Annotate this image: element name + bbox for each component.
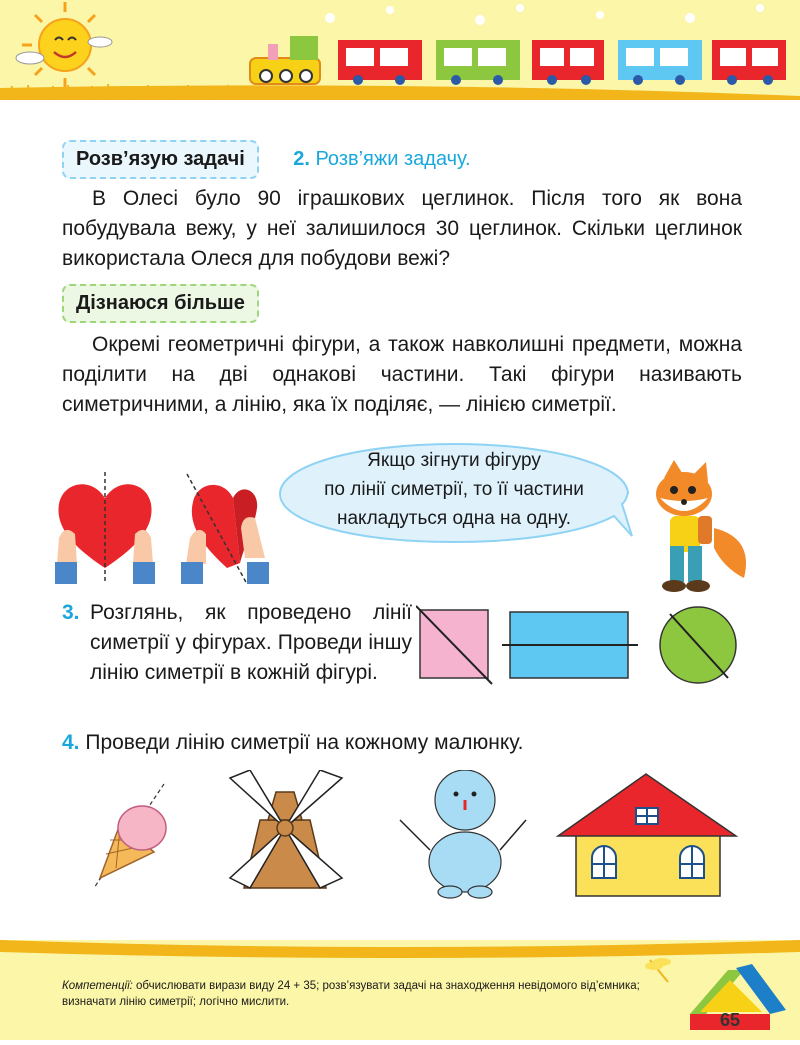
task3-text: Розглянь, як проведено лінії симетрії у фігурах. Проведи іншу лінію симетрії в кожній фігурі. — [90, 601, 412, 684]
task-hint — [293, 148, 470, 170]
learn-more-section — [62, 284, 742, 323]
task3-number: 3. — [62, 601, 80, 624]
task4-number: 4. — [62, 731, 80, 754]
bubble-line-3: накладуться одна на одну. — [336, 508, 571, 529]
square-shape[interactable] — [416, 606, 492, 684]
train-icon — [250, 36, 786, 85]
fox-mascot-icon — [634, 458, 754, 598]
sun-icon — [16, 2, 112, 88]
ice-cream-icon[interactable] — [94, 784, 166, 888]
header-band — [0, 0, 800, 100]
learn-more-tag: Дізнаюся більше — [62, 284, 259, 323]
page-number: 65 — [719, 1010, 741, 1030]
task4-pictures — [80, 770, 740, 900]
snowman-icon[interactable] — [400, 770, 526, 898]
header-decoration — [0, 0, 800, 100]
bubble-line-1: Якщо зігнути фігуру — [367, 450, 541, 471]
section-tag: Розв’язую задачі — [62, 140, 259, 179]
circle-shape[interactable] — [660, 607, 736, 683]
folded-heart-icon — [181, 474, 269, 584]
rectangle-shape[interactable] — [502, 612, 638, 678]
task-number: 2. — [293, 148, 310, 170]
problem-block — [62, 184, 742, 274]
cloud-dots — [325, 4, 764, 25]
windmill-icon[interactable] — [230, 770, 342, 888]
problem-text: В Олесі було 90 іграшкових цеглинок. Після того як вона побудувала вежу, у неї залишилося 30 цеглинок. Скільки цеглинок використала Олеся для побудови вежі? — [62, 187, 742, 270]
learn-more-block — [62, 330, 742, 420]
bubble-line-2: по лінії симетрії, то її частини — [324, 479, 584, 500]
footer-text: обчислювати вирази виду 24 + 35; розв’язувати задачі на знаходження невідомого від’ємника; визначати лінію симетрії; логічно мислити. — [62, 980, 640, 1008]
task3-shapes — [416, 604, 746, 690]
speech-bubble — [274, 440, 634, 548]
task3-block — [62, 598, 412, 688]
footer-competencies — [62, 978, 652, 1010]
task4-text: Проведи лінію симетрії на кожному малюнку. — [85, 731, 524, 754]
task4-block — [62, 728, 742, 758]
hearts-illustration — [55, 468, 275, 586]
house-icon[interactable] — [558, 774, 736, 896]
footer-label: Компетенції: — [62, 980, 133, 992]
heart-icon — [55, 472, 155, 584]
learn-more-text: Окремі геометричні фігури, а також навколишні предмети, можна поділити на дві однакові частини. Такі фігури називають симетричними, а лінію, яка їх поділяє, — лінією симетрії. — [62, 333, 742, 416]
solve-section — [62, 140, 742, 179]
task-hint-text: Розв’яжи задачу. — [315, 148, 471, 170]
